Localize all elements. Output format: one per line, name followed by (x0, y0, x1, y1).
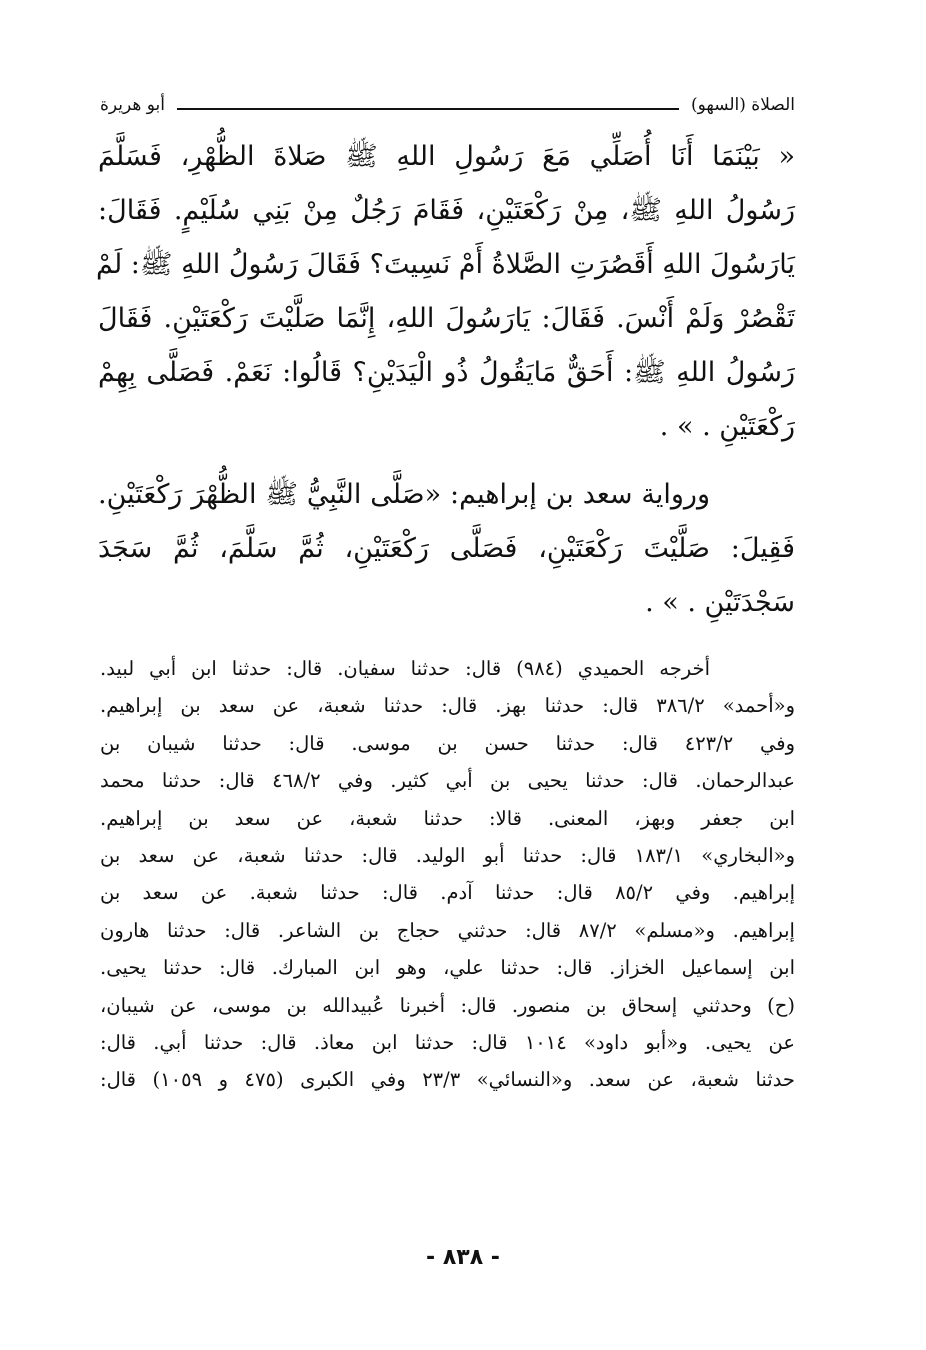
page-number: - ٨٣٨ - (426, 1245, 500, 1270)
hadith-line: تَقْصُرْ وَلَمْ أَنْسَ. فَقَالَ: يَارَسُولَ اللهِ، إِنَّمَا صَلَّيْتَ رَكْعَتَيْنِ. فَقَالَ (98, 303, 795, 334)
hadith-line: سَجْدَتَيْنِ . » . (645, 587, 795, 618)
note-line: أخرجه الحميدي (٩٨٤) قال: حدثنا سفيان. قال: حدثنا ابن أبي لبيد. (100, 657, 710, 680)
hadith-line: فَقِيلَ: صَلَّيْتَ رَكْعَتَيْنِ، فَصَلَّى رَكْعَتَيْنِ، ثُمَّ سَلَّمَ، ثُمَّ سَجَدَ (98, 533, 795, 564)
note-line: ابن إسماعيل الخزاز. قال: حدثنا علي، وهو ابن المبارك. قال: حدثنا يحيى. (100, 956, 795, 980)
running-header (100, 90, 795, 120)
hadith-line: رَكْعَتَيْنِ . » . (659, 411, 795, 442)
hadith-line: ورواية سعد بن إبراهيم: «صَلَّى النَّبِيُّ ﷺ الظُّهْرَ رَكْعَتَيْنِ. (98, 479, 710, 510)
takhrij-notes (100, 650, 795, 1099)
hadith-line: « بَيْنَمَا أَنَا أُصَلِّي مَعَ رَسُولِ اللهِ ﷺ صَلاةَ الظُّهْرِ، فَسَلَّمَ (98, 141, 795, 172)
note-line: حدثنا شعبة، عن سعد. و«النسائي» ٢٣/٣ وفي الكبرى (٤٧٥ و ١٠٥٩) قال: (100, 1068, 795, 1092)
note-line: عبدالرحمان. قال: حدثنا يحيى بن أبي كثير. وفي ٤٦٨/٢ قال: حدثنا محمد (100, 769, 795, 793)
note-line: إبراهيم. و«مسلم» ٨٧/٢ قال: حدثني حجاج بن الشاعر. قال: حدثنا هارون (100, 918, 795, 942)
note-line: (ح) وحدثني إسحاق بن منصور. قال: أخبرنا عُبيدالله بن موسى، عن شيبان، (100, 993, 795, 1017)
hadith-main-text (98, 130, 795, 454)
note-line: و«البخاري» ١٨٣/١ قال: حدثنا أبو الوليد. قال: حدثنا شعبة، عن سعد بن (100, 844, 795, 868)
hadith-saad-variant (98, 468, 795, 630)
note-line: و«أحمد» ٣٨٦/٢ قال: حدثنا بهز. قال: حدثنا شعبة، عن سعد بن إبراهيم. (100, 694, 795, 718)
note-line: إبراهيم. وفي ٨٥/٢ قال: حدثنا آدم. قال: حدثنا شعبة. عن سعد بن (100, 881, 795, 905)
header-rule (177, 108, 679, 110)
hadith-line: رَسُولُ اللهِ ﷺ: أَحَقٌّ مَايَقُولُ ذُو الْيَدَيْنِ؟ قَالُوا: نَعَمْ. فَصَلَّى بِهِمْ (98, 357, 795, 388)
note-line: وفي ٤٢٣/٢ قال: حدثنا حسن بن موسى. قال: حدثنا شيبان بن (100, 731, 795, 755)
hadith-line: رَسُولُ اللهِ ﷺ، مِنْ رَكْعَتَيْنِ، فَقَامَ رَجُلٌ مِنْ بَنِي سُلَيْمٍ. فَقَالَ: (98, 195, 795, 226)
hadith-line: يَارَسُولَ اللهِ أَقَصُرَتِ الصَّلاةُ أَمْ نَسِيتَ؟ فَقَالَ رَسُولُ اللهِ ﷺ: لَمْ (96, 249, 795, 280)
header-section-title: الصلاة (السهو) (690, 95, 795, 115)
note-line: عن يحيى. و«أبو داود» ١٠١٤ قال: حدثنا ابن معاذ. قال: حدثنا أبي. قال: (100, 1031, 795, 1055)
note-line: ابن جعفر وبهز، المعنى. قالا: حدثنا شعبة، عن سعد بن إبراهيم. (100, 806, 795, 830)
header-narrator: أبو هريرة (100, 95, 166, 115)
